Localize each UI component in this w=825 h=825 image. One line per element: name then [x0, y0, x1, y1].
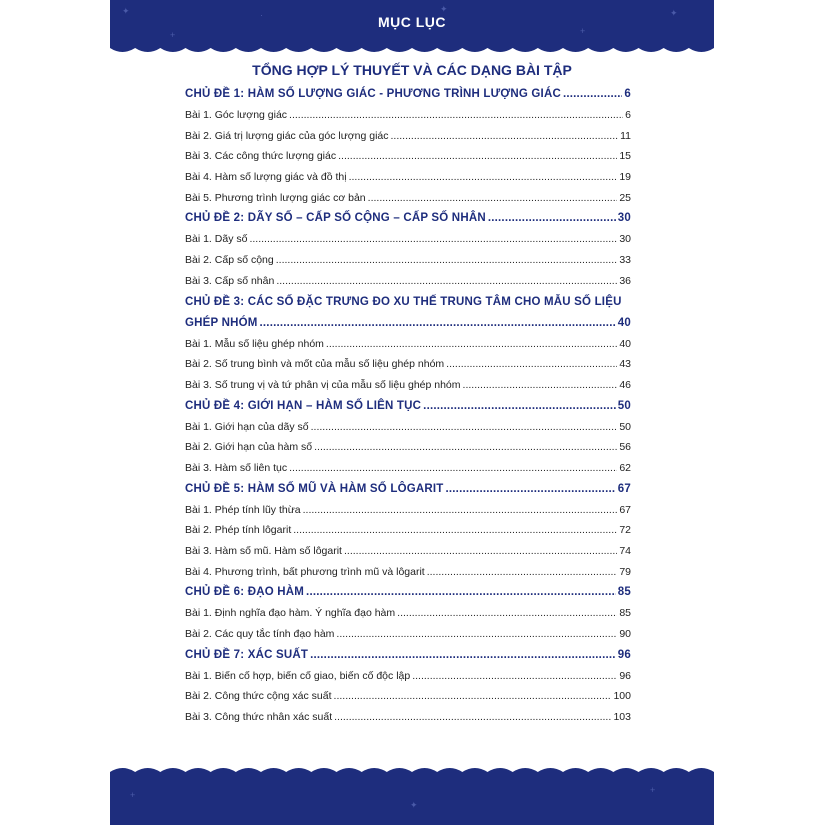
- toc-lesson-entry[interactable]: [185, 188, 631, 209]
- toc-dot-leader: [310, 645, 616, 666]
- toc-dot-leader: [446, 354, 617, 375]
- toc-page-number: 72: [619, 524, 631, 537]
- star-decoration: ✦: [122, 6, 130, 16]
- toc-lesson-entry[interactable]: [185, 167, 631, 188]
- toc-page-number: 30: [619, 233, 631, 246]
- toc-dot-leader: [412, 666, 617, 687]
- toc-lesson-entry[interactable]: [185, 229, 631, 250]
- toc-page-number: 79: [619, 565, 631, 578]
- book-page: [110, 0, 714, 825]
- toc-dot-leader: [344, 541, 617, 562]
- toc-lesson-label: Bài 1. Góc lượng giác: [185, 109, 288, 121]
- toc-chapter-entry[interactable]: [185, 479, 631, 500]
- toc-lesson-entry[interactable]: [185, 334, 631, 355]
- toc-chapter-entry[interactable]: [185, 582, 631, 603]
- toc-lesson-entry[interactable]: [185, 624, 631, 645]
- toc-dot-leader: [349, 167, 618, 188]
- toc-lesson-entry[interactable]: [185, 603, 631, 624]
- toc-lesson-label: Bài 4. Hàm số lượng giác và đồ thị: [185, 171, 347, 184]
- toc-dot-leader: [260, 313, 616, 334]
- toc-dot-leader: [311, 417, 618, 438]
- toc-lesson-label: Bài 1. Biến cố hợp, biến cố giao, biến cố độc lập: [185, 669, 411, 682]
- toc-dot-leader: [397, 603, 617, 624]
- toc-page-number: 46: [619, 378, 631, 391]
- toc-lesson-label: Bài 2. Giá trị lượng giác của góc lượng giác: [185, 129, 389, 142]
- toc-chapter-label: CHỦ ĐỀ 7: XÁC SUẤT: [185, 648, 309, 661]
- star-decoration: +: [580, 26, 586, 36]
- toc-page-number: 103: [613, 711, 631, 724]
- toc-page-number: 25: [619, 191, 631, 204]
- toc-page-number: 11: [620, 129, 631, 142]
- toc-lesson-entry[interactable]: [185, 520, 631, 541]
- toc-page-number: 85: [617, 586, 631, 599]
- star-decoration: ✦: [670, 8, 678, 18]
- toc-dot-leader: [488, 208, 616, 229]
- toc-dot-leader: [276, 250, 618, 271]
- toc-chapter-label: CHỦ ĐỀ 4: GIỚI HẠN – HÀM SỐ LIÊN TỤC: [185, 399, 422, 412]
- toc-lesson-label: Bài 2. Số trung bình và mốt của mẫu số liệu ghép nhóm: [185, 358, 445, 371]
- toc-chapter-label: GHÉP NHÓM: [185, 316, 258, 329]
- toc-lesson-label: Bài 1. Dãy số: [185, 233, 248, 246]
- toc-page-number: 56: [619, 441, 631, 454]
- toc-lesson-entry[interactable]: [185, 666, 631, 687]
- toc-page-number: 62: [619, 461, 631, 474]
- star-decoration: +: [130, 790, 136, 800]
- toc-dot-leader: [314, 437, 617, 458]
- toc-page-number: 30: [617, 212, 631, 225]
- page-title: TỔNG HỢP LÝ THUYẾT VÀ CÁC DẠNG BÀI TẬP: [252, 62, 572, 78]
- star-decoration: ✦: [410, 800, 418, 810]
- star-decoration: +: [650, 785, 656, 795]
- toc-lesson-label: Bài 3. Hàm số liên tục: [185, 461, 288, 474]
- toc-dot-leader: [427, 562, 618, 583]
- toc-lesson-label: Bài 2. Công thức cộng xác suất: [185, 690, 332, 703]
- toc-lesson-label: Bài 3. Cấp số nhân: [185, 274, 275, 287]
- toc-page-number: 15: [619, 150, 631, 163]
- toc-lesson-entry[interactable]: [185, 437, 631, 458]
- toc-lesson-entry[interactable]: [185, 417, 631, 438]
- toc-lesson-label: Bài 1. Định nghĩa đạo hàm. Ý nghĩa đạo hàm: [185, 607, 396, 620]
- toc-dot-leader: [446, 479, 616, 500]
- header-title: MỤC LỤC: [377, 14, 447, 30]
- toc-page-number: 6: [624, 88, 631, 100]
- toc-page-number: 85: [619, 607, 631, 620]
- toc-dot-leader: [563, 84, 622, 105]
- toc-lesson-entry[interactable]: [185, 686, 631, 707]
- toc-dot-leader: [249, 229, 617, 250]
- toc-dot-leader: [303, 500, 618, 521]
- table-of-contents: [185, 84, 631, 728]
- toc-lesson-entry[interactable]: [185, 105, 631, 126]
- toc-page-number: 96: [617, 648, 631, 661]
- toc-page-number: 67: [617, 482, 631, 495]
- toc-lesson-label: Bài 2. Các quy tắc tính đạo hàm: [185, 628, 335, 641]
- toc-lesson-label: Bài 5. Phương trình lượng giác cơ bản: [185, 191, 366, 204]
- toc-lesson-entry[interactable]: [185, 354, 631, 375]
- toc-dot-leader: [463, 375, 618, 396]
- star-decoration: ·: [260, 10, 263, 20]
- toc-page-number: 90: [619, 628, 631, 641]
- toc-dot-leader: [306, 582, 616, 603]
- toc-dot-leader: [293, 520, 617, 541]
- toc-page-number: 6: [625, 109, 631, 121]
- toc-lesson-entry[interactable]: [185, 458, 631, 479]
- toc-dot-leader: [289, 105, 623, 126]
- toc-chapter-label: CHỦ ĐỀ 1: HÀM SỐ LƯỢNG GIÁC - PHƯƠNG TRÌNH LƯỢNG GIÁC: [185, 88, 561, 100]
- header-wave-decoration: [110, 42, 714, 56]
- toc-page-number: 50: [617, 399, 631, 412]
- toc-chapter-entry[interactable]: [185, 84, 631, 105]
- toc-lesson-entry[interactable]: [185, 500, 631, 521]
- toc-lesson-label: Bài 2. Phép tính lôgarit: [185, 524, 292, 537]
- toc-page-number: 100: [613, 690, 631, 703]
- toc-lesson-label: Bài 3. Hàm số mũ. Hàm số lôgarit: [185, 545, 342, 557]
- toc-chapter-entry[interactable]: [185, 208, 631, 229]
- toc-page-number: 67: [619, 503, 631, 516]
- star-decoration: +: [170, 30, 176, 40]
- toc-lesson-label: Bài 2. Giới hạn của hàm số: [185, 441, 313, 454]
- toc-page-number: 36: [619, 274, 631, 287]
- toc-lesson-entry[interactable]: [185, 250, 631, 271]
- toc-page-number: 33: [619, 254, 631, 267]
- toc-page-number: 50: [619, 420, 631, 433]
- toc-lesson-entry[interactable]: [185, 541, 631, 562]
- toc-lesson-label: Bài 3. Các công thức lượng giác: [185, 150, 337, 163]
- toc-dot-leader: [336, 624, 617, 645]
- toc-chapter-title-line: CHỦ ĐỀ 3: CÁC SỐ ĐẶC TRƯNG ĐO XU THẾ TRUNG TÂM CHO MẪU SỐ LIỆU: [185, 295, 622, 308]
- toc-lesson-label: Bài 3. Công thức nhân xác suất: [185, 711, 333, 724]
- toc-lesson-label: Bài 1. Giới hạn của dãy số: [185, 420, 309, 433]
- toc-chapter-label: CHỦ ĐỀ 2: DÃY SỐ – CẤP SỐ CỘNG – CẤP SỐ NHÂN: [185, 212, 486, 225]
- toc-lesson-label: Bài 4. Phương trình, bất phương trình mũ và lôgarit: [185, 565, 425, 578]
- toc-lesson-entry[interactable]: [185, 562, 631, 583]
- toc-lesson-entry[interactable]: [185, 146, 631, 167]
- toc-lesson-label: Bài 3. Số trung vị và tứ phân vị của mẫu số liệu ghép nhóm: [185, 378, 461, 391]
- toc-dot-leader: [423, 396, 616, 417]
- toc-chapter-entry[interactable]: [185, 396, 631, 417]
- toc-lesson-label: Bài 1. Phép tính lũy thừa: [185, 503, 301, 516]
- footer-band: [110, 772, 714, 825]
- toc-dot-leader: [326, 334, 617, 355]
- toc-page-number: 43: [619, 358, 631, 371]
- toc-lesson-entry[interactable]: [185, 707, 631, 728]
- toc-dot-leader: [289, 458, 617, 479]
- toc-page-number: 74: [619, 545, 631, 557]
- toc-dot-leader: [368, 188, 618, 209]
- toc-page-number: 40: [617, 316, 631, 329]
- toc-chapter-entry[interactable]: [185, 645, 631, 666]
- star-decoration: ✦: [440, 4, 448, 14]
- toc-lesson-label: Bài 1. Mẫu số liệu ghép nhóm: [185, 337, 324, 350]
- toc-chapter-label: CHỦ ĐỀ 6: ĐẠO HÀM: [185, 586, 305, 599]
- toc-lesson-entry[interactable]: [185, 375, 631, 396]
- toc-dot-leader: [334, 686, 612, 707]
- toc-chapter-entry[interactable]: [185, 313, 631, 334]
- toc-dot-leader: [276, 271, 617, 292]
- toc-chapter-label: CHỦ ĐỀ 5: HÀM SỐ MŨ VÀ HÀM SỐ LÔGARIT: [185, 482, 444, 495]
- toc-page-number: 19: [619, 171, 631, 184]
- toc-dot-leader: [338, 146, 617, 167]
- toc-page-number: 96: [619, 669, 631, 682]
- toc-lesson-label: Bài 2. Cấp số cộng: [185, 254, 274, 267]
- toc-lesson-entry[interactable]: [185, 126, 631, 147]
- toc-dot-leader: [334, 707, 611, 728]
- toc-lesson-entry[interactable]: [185, 271, 631, 292]
- toc-page-number: 40: [619, 337, 631, 350]
- toc-dot-leader: [391, 126, 619, 147]
